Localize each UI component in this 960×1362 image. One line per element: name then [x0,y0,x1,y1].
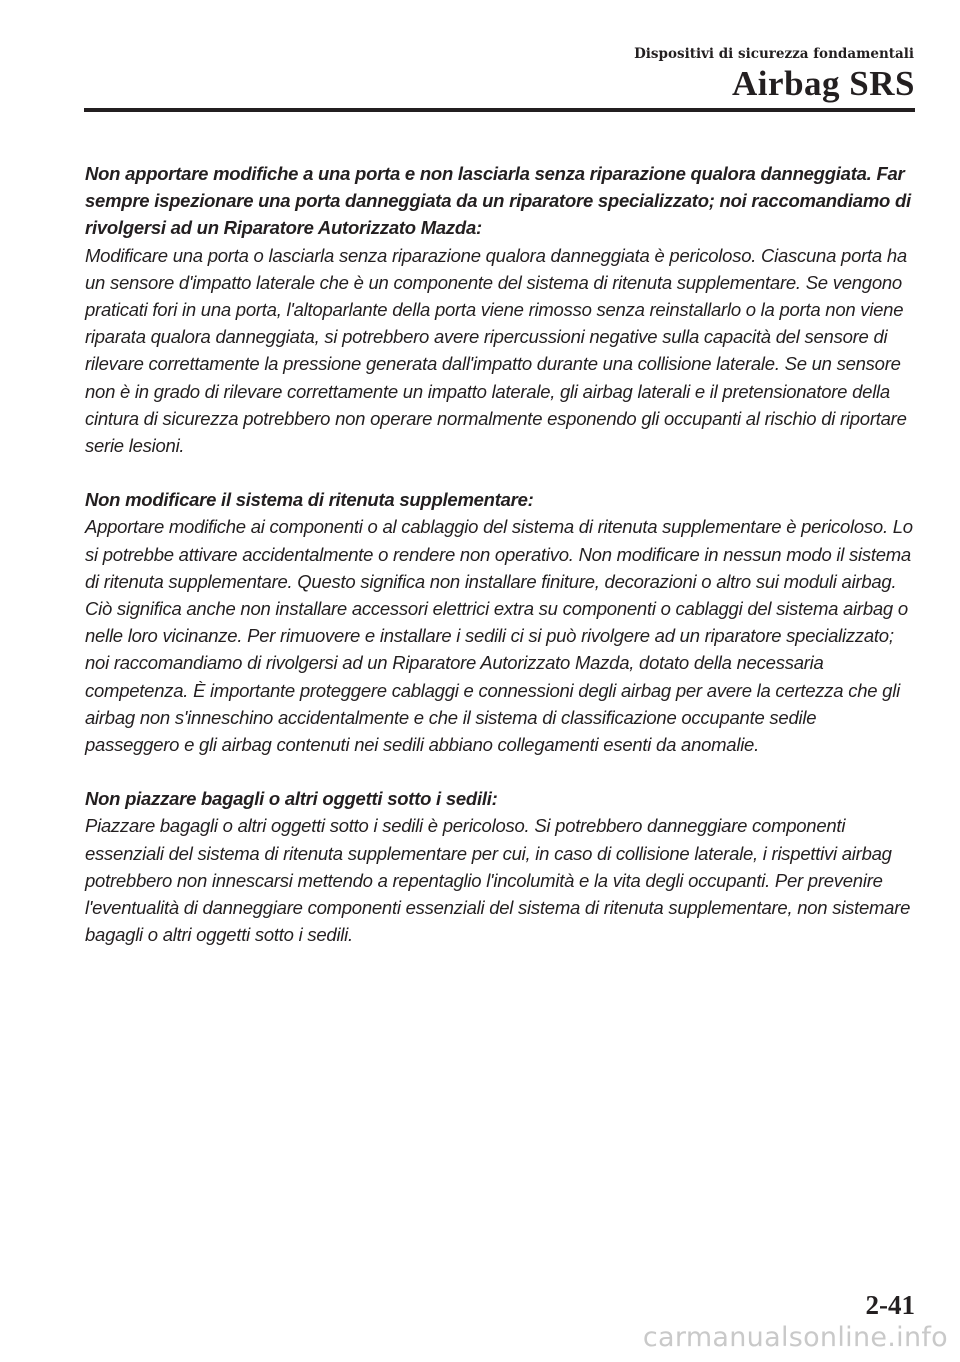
watermark: carmanualsonline.info [642,1322,948,1353]
section-header: Dispositivi di sicurezza fondamentali [634,46,914,62]
warning-srs-modification [85,486,915,758]
warning-body: Apportare modifiche ai componenti o al cablaggio del sistema di ritenuta supplementare è pericoloso. Lo si potrebbe attivare accidentalmente o rendere non operativo. Non modificare in nessun modo il sistema di ritenuta supplementare. Questo significa non installare finiture, decorazioni o altro sui moduli airbag. Ciò significa anche non installare accessori elettrici extra su componenti o cablaggi del sistema airbag o nelle loro vicinanze. Per rimuovere e installare i sedili ci si può rivolgere ad un riparatore specializzato; noi raccomandiamo di rivolgersi ad un Riparatore Autorizzato Mazda, dotato della necessaria competenza. È importante proteggere cablaggi e connessioni degli airbag per avere la certezza che gli airbag non s'inneschino accidentalmente e che il sistema di classificazione occupante sedile passeggero e gli airbag contenuti nei sedili abbiano collegamenti esenti da anomalie. [85,516,913,756]
warning-body: Modificare una porta o lasciarla senza riparazione qualora danneggiata è pericoloso. Ciascuna porta ha un sensore d'impatto laterale che è un componente del sistema di ritenuta supplementare. Se vengono praticati fori in una porta, l'altoparlante della porta viene rimosso senza reinstallarlo o la porta non viene riparata qualora danneggiata, si potrebbero avere ripercussioni negative sulla capacità del sensore di rilevare correttamente la pressione generata dall'impatto durante una collisione laterale. Se un sensore non è in grado di rilevare correttamente un impatto laterale, gli airbag laterali e il pretensionatore della cintura di sicurezza potrebbero non operare normalmente esponendo gli occupanti al rischio di riportare serie lesioni. [85,244,907,457]
warning-title: Non piazzare bagagli o altri oggetti sotto i sedili: [85,788,498,810]
warning-body: Piazzare bagagli o altri oggetti sotto i sedili è pericoloso. Si potrebbero danneggiare componenti essenziali del sistema di ritenuta supplementare per cui, in caso di collisione laterale, i rispettivi airbag potrebbero non innescarsi mettendo a repentaglio l'incolumità e la vita degli occupanti. Per prevenire l'eventualità di danneggiare componenti essenziali del sistema di ritenuta supplementare, non sistemare bagagli o altri oggetti sotto i sedili. [85,815,911,946]
warning-title: Non apportare modifiche a una porta e non lasciarla senza riparazione qualora danneggiata. Far sempre ispezionare una porta danneggiata da un riparatore specializzato; noi raccomandiamo di rivolgersi ad un Riparatore Autorizzato Mazda: [85,163,911,239]
page-number: 2-41 [865,1290,915,1320]
warning-door-modification [85,160,915,459]
main-content [85,160,915,975]
header-divider [84,108,915,112]
page-title: Airbag SRS [732,64,915,103]
warning-luggage-under-seats [85,785,915,948]
warning-title: Non modificare il sistema di ritenuta supplementare: [85,489,534,511]
